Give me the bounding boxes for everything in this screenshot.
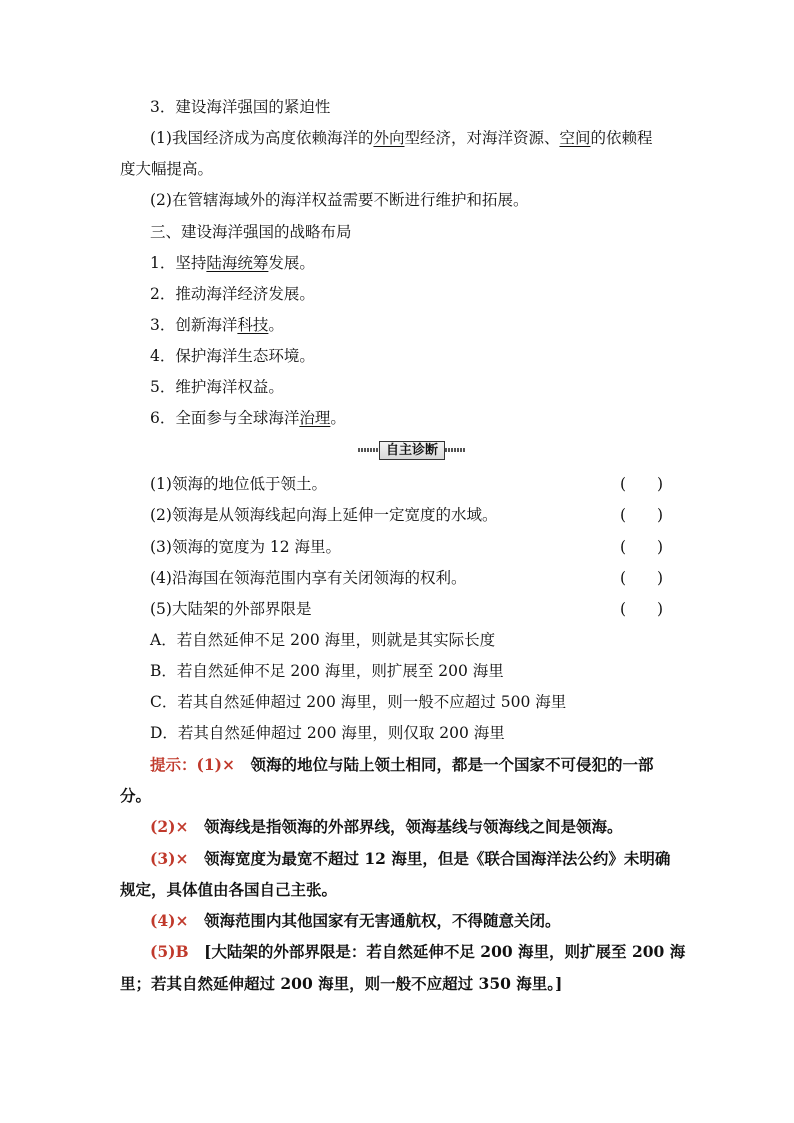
banner-left-bar — [358, 448, 379, 452]
layout-item-3 — [150, 315, 284, 335]
hint-1-continued: 分。 — [120, 786, 152, 805]
hint-mark: (2)× — [150, 817, 189, 836]
option-d: D．若其自然延伸超过 200 海里，则仅取 200 海里 — [150, 724, 505, 742]
hint-3-continued: 规定，具体值由各国自己主张。 — [120, 880, 338, 899]
answer-blank-2: ( ) — [620, 506, 664, 524]
section-3-heading: 3．建设海洋强国的紧迫性 — [150, 98, 331, 116]
question-3: (3)领海的宽度为 12 海里。 — [150, 538, 342, 556]
text-span: 。 — [268, 316, 284, 334]
hint-label: 提示： — [150, 755, 197, 774]
underlined-term: 外向 — [373, 129, 405, 147]
question-2: (2)领海是从领海线起向海上延伸一定宽度的水域。 — [150, 506, 498, 524]
hint-text: 领海线是指领海的外部界线，领海基线与领海线之间是领海。 — [188, 817, 623, 836]
hint-mark: (1)× — [196, 755, 235, 774]
answer-blank-4: ( ) — [620, 569, 664, 587]
layout-item-1 — [150, 253, 315, 273]
underlined-term: 治理 — [299, 409, 331, 427]
underlined-term: 科技 — [237, 316, 269, 334]
underlined-term: 空间 — [559, 129, 591, 147]
section-3-point-1 — [150, 128, 653, 148]
question-1: (1)领海的地位低于领土。 — [150, 475, 327, 493]
answer-blank-3: ( ) — [620, 538, 664, 556]
question-4: (4)沿海国在领海范围内享有关闭领海的权利。 — [150, 569, 467, 587]
hint-text: 领海宽度为最宽不超过 12 海里，但是《联合国海洋法公约》未明确 — [188, 849, 671, 868]
layout-item-4: 4．保护海洋生态环境。 — [150, 347, 315, 365]
text-span: 。 — [330, 409, 346, 427]
hint-text: 领海范围内其他国家有无害通航权，不得随意关闭。 — [188, 911, 561, 930]
hint-text: 领海的地位与陆上领土相同，都是一个国家不可侵犯的一部 — [234, 755, 654, 774]
answer-blank-5: ( ) — [620, 600, 664, 618]
text-span: 型经济，对海洋资源、 — [404, 129, 560, 147]
underlined-term: 陆海统筹 — [206, 254, 269, 272]
option-c: C．若其自然延伸超过 200 海里，则一般不应超过 500 海里 — [150, 693, 567, 711]
self-diagnosis-banner — [358, 440, 466, 460]
hint-1 — [150, 755, 653, 775]
banner-right-bar — [445, 448, 466, 452]
hint-2 — [150, 817, 622, 837]
section-3-point-1-continued: 度大幅提高。 — [120, 160, 214, 178]
hint-5-continued: 里；若其自然延伸超过 200 海里，则一般不应超过 350 海里。] — [120, 974, 563, 993]
hint-text: [大陆架的外部界限是：若自然延伸不足 200 海里，则扩展至 200 海 — [188, 942, 686, 961]
hint-5 — [150, 942, 685, 962]
banner-label: 自主诊断 — [379, 441, 445, 460]
layout-item-2: 2．推动海洋经济发展。 — [150, 285, 315, 303]
section-3-point-2: (2)在管辖海域外的海洋权益需要不断进行维护和拓展。 — [150, 191, 529, 209]
text-span: 的依赖程 — [590, 129, 653, 147]
text-span: 发展。 — [268, 254, 315, 272]
option-b: B．若自然延伸不足 200 海里，则扩展至 200 海里 — [150, 662, 504, 680]
question-5: (5)大陆架的外部界限是 — [150, 600, 312, 618]
layout-heading: 三、建设海洋强国的战略布局 — [150, 223, 352, 241]
hint-mark: (5)B — [150, 942, 189, 961]
text-span: 6．全面参与全球海洋 — [150, 409, 300, 427]
option-a: A．若自然延伸不足 200 海里，则就是其实际长度 — [150, 631, 496, 649]
text-span: 3．创新海洋 — [150, 316, 238, 334]
layout-item-6 — [150, 408, 346, 428]
text-span: (1)我国经济成为高度依赖海洋的 — [150, 129, 374, 147]
layout-item-5: 5．维护海洋权益。 — [150, 378, 284, 396]
text-span: 1．坚持 — [150, 254, 207, 272]
answer-blank-1: ( ) — [620, 475, 664, 493]
hint-4 — [150, 911, 560, 931]
hint-mark: (4)× — [150, 911, 189, 930]
hint-mark: (3)× — [150, 849, 189, 868]
hint-3 — [150, 849, 670, 869]
